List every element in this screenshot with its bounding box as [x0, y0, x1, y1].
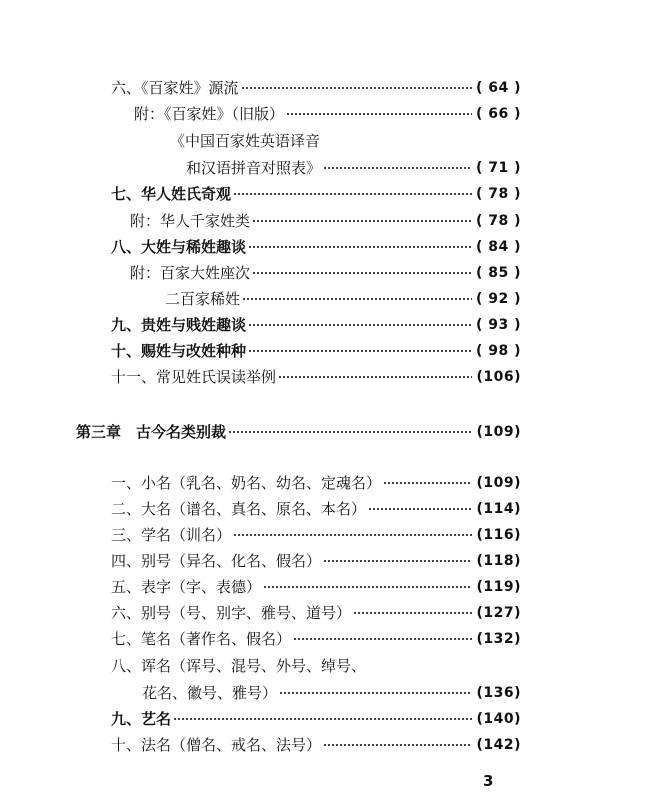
toc-entry-page: ( 78 )	[475, 213, 521, 229]
toc-entry	[134, 102, 521, 126]
dot-leader	[323, 167, 472, 169]
toc-entry	[142, 681, 521, 705]
toc-entry-title: 六、《百家姓》源流	[111, 79, 239, 97]
dot-leader	[353, 612, 472, 614]
toc-entry	[170, 129, 320, 153]
dot-leader	[252, 220, 472, 222]
dot-leader	[242, 298, 472, 300]
toc-entry-page: (114)	[476, 501, 521, 517]
toc-entry	[111, 601, 521, 625]
dot-leader	[241, 87, 472, 89]
toc-entry-title: 六、别号（号、别字、雅号、道号）	[111, 604, 352, 622]
toc-entry	[186, 156, 521, 180]
toc-entry	[111, 76, 521, 100]
toc-entry-page: (140)	[476, 711, 521, 727]
dot-leader	[263, 586, 472, 588]
toc-entry-page: (106)	[476, 369, 521, 385]
toc-entry	[111, 707, 521, 731]
toc-entry-page: ( 66 )	[475, 106, 521, 122]
toc-entry-title: 附：《百家姓》（旧版）	[134, 105, 285, 123]
toc-entry-title: 二、大名（谱名、真名、原名、本名）	[111, 500, 367, 518]
toc-entry-title: 八、大姓与稀姓趣谈	[111, 238, 247, 256]
dot-leader	[173, 718, 472, 720]
toc-entry-title: 七、笔名（著作名、假名）	[111, 630, 292, 648]
dot-leader	[286, 113, 472, 115]
toc-entry	[111, 471, 521, 495]
toc-entry	[111, 575, 521, 599]
toc-entry-page: (127)	[476, 605, 521, 621]
toc-entry-title: 九、艺名	[111, 710, 172, 728]
toc-entry-page: (142)	[476, 737, 521, 753]
toc-entry-page: ( 84 )	[475, 239, 521, 255]
toc-entry-title: 和汉语拼音对照表》	[186, 159, 322, 177]
dot-leader	[368, 508, 472, 510]
toc-entry-page: (118)	[476, 553, 521, 569]
toc-entry	[111, 549, 521, 573]
toc-entry	[111, 365, 521, 389]
toc-entry	[111, 235, 521, 259]
toc-entry-title: 十、赐姓与改姓种种	[111, 342, 247, 360]
toc-entry-page: (119)	[476, 579, 521, 595]
toc-entry-page: ( 85 )	[475, 265, 521, 281]
dot-leader	[323, 744, 472, 746]
page-number: 3	[483, 772, 494, 790]
dot-leader	[252, 272, 472, 274]
dot-leader	[233, 534, 472, 536]
toc-entry	[111, 182, 521, 206]
dot-leader	[233, 193, 472, 195]
toc-entry	[111, 523, 521, 547]
toc-entry-page: (109)	[476, 475, 521, 491]
dot-leader	[293, 638, 472, 640]
dot-leader	[248, 350, 472, 352]
dot-leader	[278, 376, 472, 378]
toc-entry	[130, 261, 521, 285]
toc-entry-page: ( 98 )	[475, 343, 521, 359]
toc-entry-title: 八、诨名（诨号、混号、外号、绰号、	[111, 657, 367, 675]
dot-leader	[248, 324, 472, 326]
toc-chapter-heading	[76, 420, 521, 444]
toc-entry-title: 十、法名（僧名、戒名、法号）	[111, 736, 322, 754]
toc-entry	[111, 654, 366, 678]
toc-entry-title: 《中国百家姓英语译音	[170, 132, 321, 150]
dot-leader	[228, 431, 472, 433]
toc-entry	[111, 339, 521, 363]
toc-entry-title: 九、贵姓与贱姓趣谈	[111, 316, 247, 334]
toc-entry-title: 十一、常见姓氏误读举例	[111, 368, 277, 386]
toc-entry-title: 二百家稀姓	[165, 290, 241, 308]
toc-entry	[130, 209, 521, 233]
toc-entry-page: ( 71 )	[475, 160, 521, 176]
toc-entry-title: 附：百家大姓座次	[130, 264, 251, 282]
toc-entry	[111, 733, 521, 757]
toc-entry-title: 五、表字（字、表德）	[111, 578, 262, 596]
toc-entry-page: (136)	[476, 685, 521, 701]
toc-entry	[111, 497, 521, 521]
toc-entry	[111, 313, 521, 337]
toc-entry-title: 四、别号（异名、化名、假名）	[111, 552, 322, 570]
dot-leader	[279, 692, 472, 694]
toc-entry-page: (132)	[476, 631, 521, 647]
dot-leader	[248, 246, 472, 248]
toc-entry-title: 三、学名（训名）	[111, 526, 232, 544]
toc-entry-title: 附：华人千家姓类	[130, 212, 251, 230]
dot-leader	[323, 560, 472, 562]
toc-entry	[111, 627, 521, 651]
toc-entry-page: ( 93 )	[475, 317, 521, 333]
toc-entry-page: ( 78 )	[475, 186, 521, 202]
toc-entry-page: (116)	[476, 527, 521, 543]
toc-entry-title: 第三章 古今名类别裁	[76, 423, 227, 441]
toc-entry-page: (109)	[476, 424, 521, 440]
toc-entry-title: 七、华人姓氏奇观	[111, 185, 232, 203]
toc-entry-title: 花名、徽号、雅号）	[142, 684, 278, 702]
toc-entry-title: 一、小名（乳名、奶名、幼名、定魂名）	[111, 474, 382, 492]
toc-entry-page: ( 92 )	[475, 291, 521, 307]
dot-leader	[383, 482, 472, 484]
toc-entry	[165, 287, 521, 311]
toc-entry-page: ( 64 )	[475, 80, 521, 96]
